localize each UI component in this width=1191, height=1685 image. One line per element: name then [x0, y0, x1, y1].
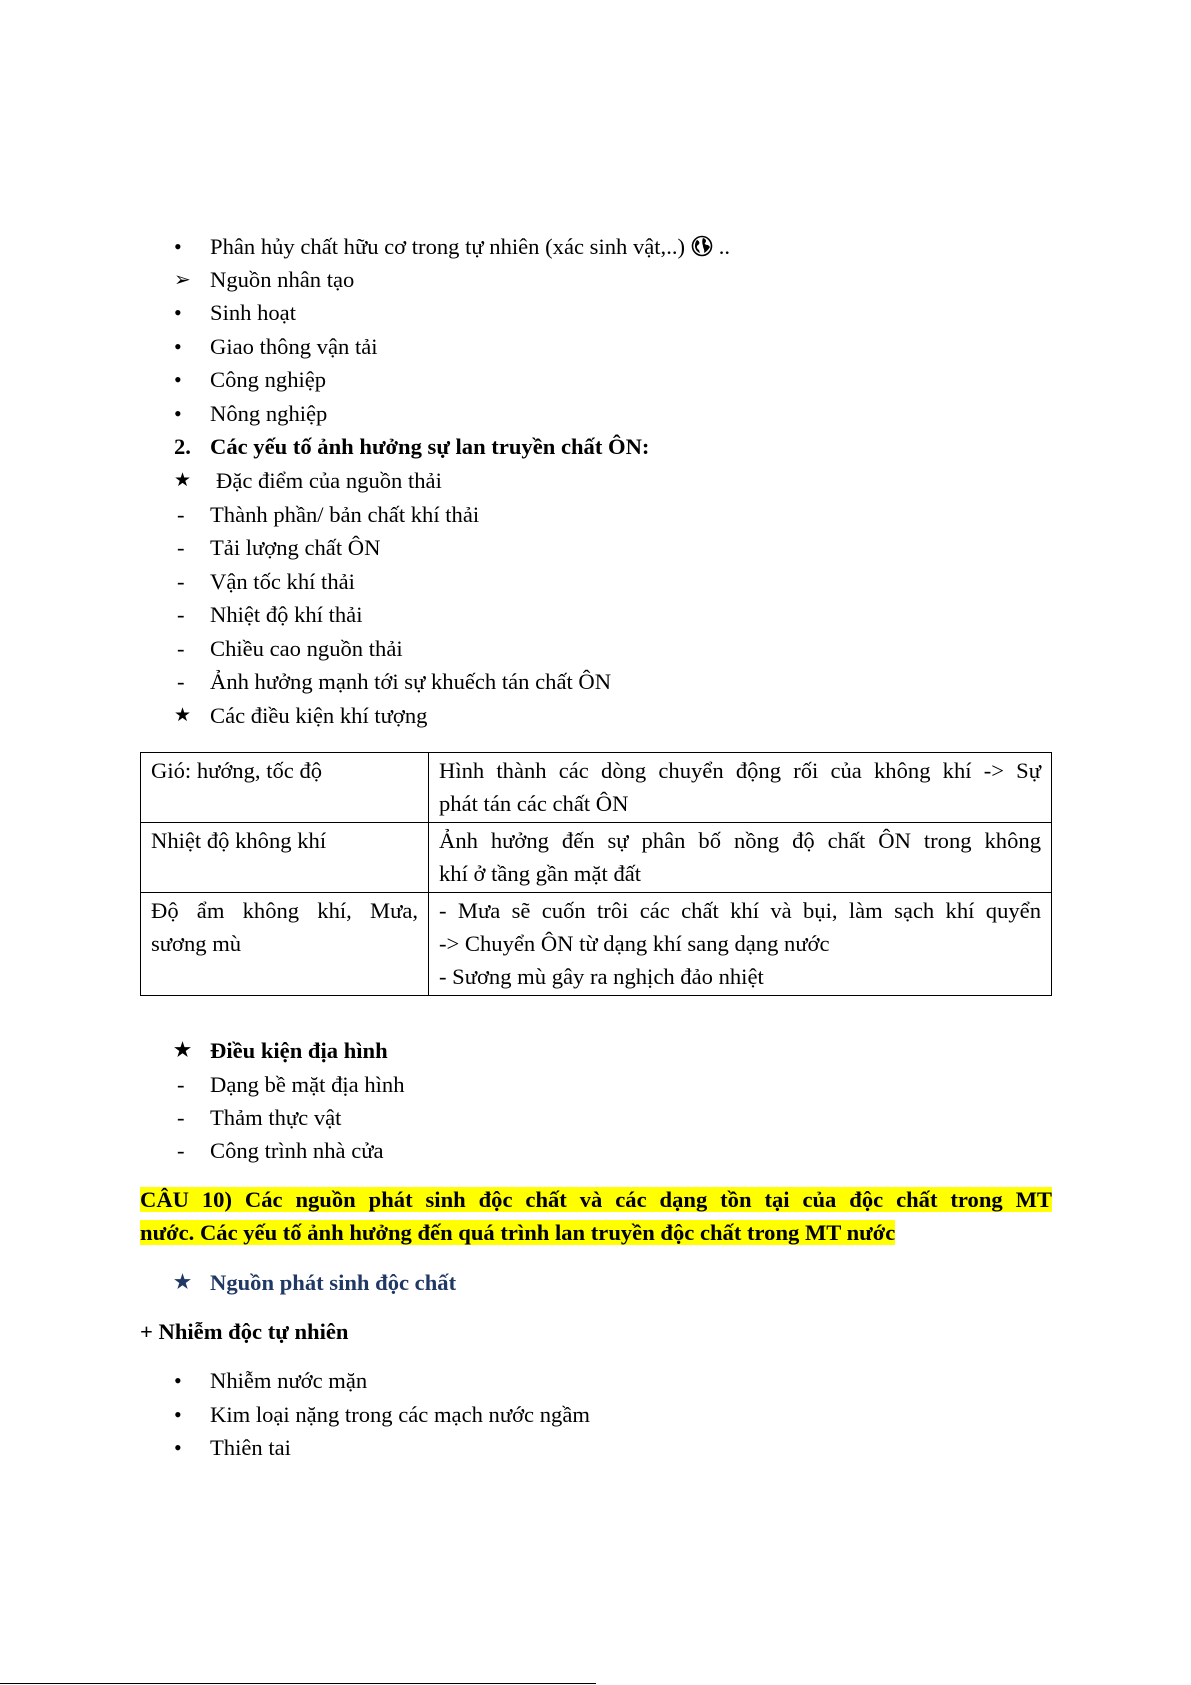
footer-rule — [0, 1683, 596, 1684]
question-heading-line: CÂU 10) Các nguồn phát sinh độc chất và các dạng tồn tại của độc chất trong MT — [140, 1187, 1052, 1212]
section-heading-text: Các yếu tố ảnh hưởng sự lan truyền chất ÔN: — [210, 434, 650, 459]
effect-line: khí ở tầng gần mặt đất — [439, 861, 642, 886]
factor-line: Độ ẩm không khí, Mưa, — [151, 898, 418, 923]
list-item-text: Giao thông vận tải — [210, 334, 378, 359]
subsection-heading-text: Các điều kiện khí tượng — [210, 703, 428, 728]
list-item-text: Tải lượng chất ÔN — [210, 535, 381, 560]
effect-line: - Mưa sẽ cuốn trôi các chất khí và bụi, làm sạch khí quyển — [439, 898, 1041, 923]
bullet-marker: • — [174, 234, 182, 259]
effect-line: phát tán các chất ÔN — [439, 791, 629, 816]
natural-toxic-heading: + Nhiễm độc tự nhiên — [140, 1319, 349, 1344]
dash-marker: - — [177, 535, 185, 560]
bullet-marker: • — [174, 1368, 182, 1393]
table-cell-factor — [141, 893, 429, 996]
table-cell-effect — [429, 893, 1052, 996]
subsection-heading-text: Đặc điểm của nguồn thải — [216, 468, 442, 493]
effect-line: Ảnh hưởng đến sự phân bố nồng độ chất ÔN trong không — [439, 828, 1041, 853]
section-number: 2. — [174, 434, 191, 459]
effect-line: - Sương mù gây ra nghịch đảo nhiệt — [439, 964, 764, 989]
table-row — [141, 823, 1052, 893]
dash-marker: - — [177, 636, 185, 661]
table-row — [141, 753, 1052, 823]
list-item-text: Ảnh hưởng mạnh tới sự khuếch tán chất ÔN — [210, 669, 612, 694]
question-heading-line: nước. Các yếu tố ảnh hưởng đến quá trình lan truyền độc chất trong MT nước — [140, 1220, 896, 1245]
dash-marker: - — [177, 569, 185, 594]
list-item-text: Sinh hoạt — [210, 300, 296, 325]
factor-line: sương mù — [151, 931, 242, 956]
table-cell-factor: Nhiệt độ không khí — [141, 823, 429, 893]
dash-marker: - — [177, 1138, 185, 1163]
table-cell-effect — [429, 753, 1052, 823]
bullet-marker: • — [174, 1402, 182, 1427]
dash-marker: - — [177, 1072, 185, 1097]
star-icon: ★ — [174, 1272, 192, 1293]
effect-line: Hình thành các dòng chuyển động rối của không khí -> Sự — [439, 758, 1041, 783]
dash-marker: - — [177, 669, 185, 694]
list-item-text: Vận tốc khí thải — [210, 569, 355, 594]
list-item-text: Nhiễm nước mặn — [210, 1368, 368, 1393]
dash-marker: - — [177, 1105, 185, 1130]
weather-conditions-table — [140, 752, 1052, 996]
bullet-marker: • — [174, 334, 182, 359]
list-item-suffix: .. — [713, 234, 730, 259]
list-item-text: Chiều cao nguồn thải — [210, 636, 403, 661]
list-item-text: Nông nghiệp — [210, 401, 328, 426]
list-item-text: Thành phần/ bản chất khí thải — [210, 502, 480, 527]
list-item-text: Công nghiệp — [210, 367, 327, 392]
list-item-text: Nguồn nhân tạo — [210, 267, 355, 292]
dash-marker: - — [177, 502, 185, 527]
bullet-marker: • — [174, 300, 182, 325]
bullet-marker: • — [174, 367, 182, 392]
subsection-heading-text: Điều kiện địa hình — [210, 1038, 388, 1063]
star-icon: ★ — [174, 705, 192, 726]
table-cell-effect — [429, 823, 1052, 893]
table-row — [141, 893, 1052, 996]
bullet-marker: • — [174, 1435, 182, 1460]
list-item-text: Công trình nhà cửa — [210, 1138, 384, 1163]
effect-line: -> Chuyển ÔN từ dạng khí sang dạng nước — [439, 931, 830, 956]
star-icon: ★ — [174, 470, 192, 491]
list-item-text: Thiên tai — [210, 1435, 291, 1460]
list-item-text: Kim loại nặng trong các mạch nước ngầm — [210, 1402, 590, 1427]
star-icon: ★ — [174, 1040, 192, 1061]
list-item-text: Thảm thực vật — [210, 1105, 342, 1130]
arrow-marker: ➢ — [174, 269, 191, 291]
list-item-text: Phân hủy chất hữu cơ trong tự nhiên (xác sinh vật,..) — [210, 234, 686, 259]
bullet-marker: • — [174, 401, 182, 426]
globe-icon — [691, 235, 713, 257]
subsection-heading-text: Nguồn phát sinh độc chất — [210, 1270, 457, 1295]
list-item-text: Nhiệt độ khí thải — [210, 602, 363, 627]
dash-marker: - — [177, 602, 185, 627]
table-cell-factor: Gió: hướng, tốc độ — [141, 753, 429, 823]
list-item-text: Dạng bề mặt địa hình — [210, 1072, 405, 1097]
